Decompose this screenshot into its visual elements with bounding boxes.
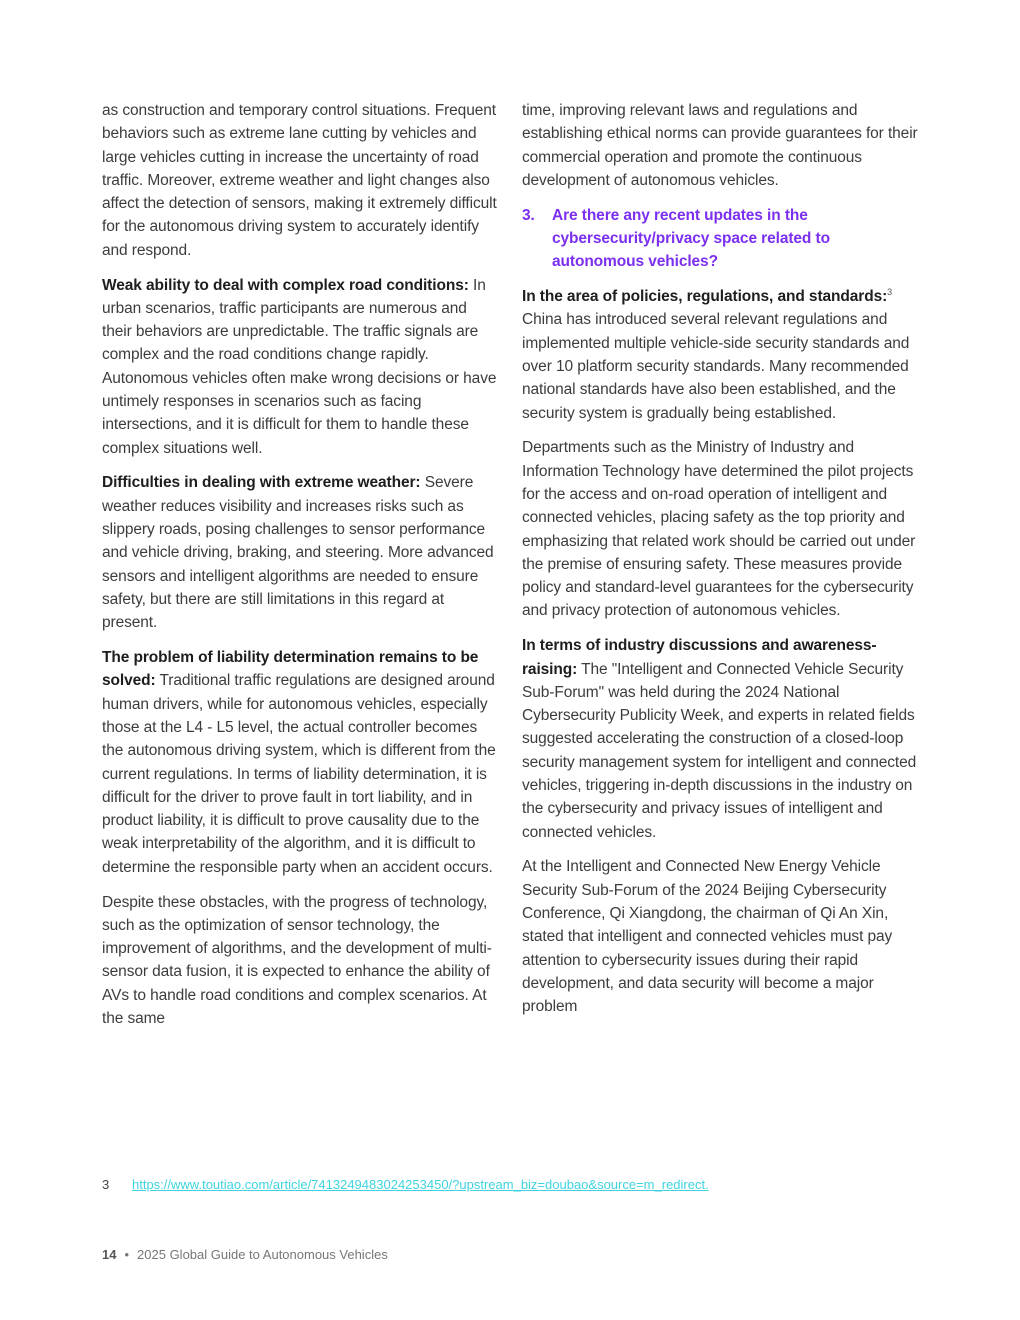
paragraph [102,274,500,460]
paragraph [522,99,920,192]
paragraph-text: as construction and temporary control situations. Frequent behaviors such as extreme lane cutting by vehicles and large vehicles cutting in increase the uncertainty of road traffic. Moreover, extreme weather and light changes also affect the detection of sensors, making it extremely difficult for the autonomous driving system to accurately identify and respond. [102,102,497,259]
paragraph-lead: Weak ability to deal with complex road conditions: [102,276,469,294]
paragraph-lead: The problem of liability determination remains to be solved: [102,649,479,690]
paragraph-text: Despite these obstacles, with the progress of technology, such as the optimization of sensor technology, the improvement of algorithms, and the development of multi-sensor data fusion, it is expected to enhance the ability of AVs to handle road conditions and complex scenarios. At the same [102,893,492,1027]
paragraph [522,855,920,1018]
section-heading [522,204,920,274]
paragraph-lead: In the area of policies, regulations, and standards: [522,288,888,306]
right-column [522,99,920,1030]
paragraph-text: Departments such as the Ministry of Industry and Information Technology have determined the pilot projects for the access and on-road operation of intelligent and connected vehicles, placing safety as the top priority and emphasizing that related work should be carried out under the premise of ensuring safety. These measures provide policy and standard-level guarantees for the cybersecurity and privacy protection of autonomous vehicles. [522,439,916,620]
paragraph [102,99,500,262]
paragraph [102,891,500,1031]
paragraph [102,646,500,879]
paragraph-text: Traditional traffic regulations are designed around human drivers, while for autonomous vehicles, especially those at the L4 - L5 level, the actual controller becomes the autonomous driving system, which is different from the current regulations. In terms of liability determination, it is difficult for the driver to prove fault in tort liability, and in product liability, it is difficult to prove causality due to the weak interpretability of the algorithm, and it is difficult to determine the responsible party when an accident occurs. [102,672,496,876]
paragraph [102,471,500,634]
paragraph-text: time, improving relevant laws and regulations and establishing ethical norms can provide guarantees for their commercial operation and promote the continuous development of autonomous vehicles. [522,102,918,189]
left-column [102,99,500,1042]
paragraph-lead: Difficulties in dealing with extreme weather: [102,474,421,492]
footnote-number: 3 [102,1177,110,1192]
page-number: 14 [102,1247,117,1262]
document-title: 2025 Global Guide to Autonomous Vehicles [137,1247,388,1262]
footer-separator: • [124,1247,130,1262]
paragraph-lead: In terms of industry discussions and awareness-raising: [522,637,877,678]
paragraph-text: The "Intelligent and Connected Vehicle Security Sub-Forum" was held during the 2024 National Cybersecurity Publicity Week, and experts in related fields suggested accelerating the construction of a closed-loop security management system for intelligent and connected vehicles, triggering in-depth discussions in the industry on the cybersecurity and privacy issues of intelligent and connected vehicles. [522,660,917,841]
paragraph [522,436,920,622]
footnote-reference[interactable]: 3 [887,287,893,298]
page-footer [102,1247,388,1263]
paragraph-text: Severe weather reduces visibility and increases risks such as slippery roads, posing challenges to sensor performance and vehicle driving, braking, and steering. More advanced sensors and intelligent algorithms are needed to ensure safety, but there are still limitations in this regard at present. [102,474,494,632]
paragraph [522,285,920,425]
paragraph-text: China has introduced several relevant regulations and implemented multiple vehicle-side security standards and over 10 platform security standards. Many recommended national standards have also been established, and the security system is gradually being established. [522,311,910,422]
paragraph-text: At the Intelligent and Connected New Energy Vehicle Security Sub-Forum of the 2024 Beijing Cybersecurity Conference, Qi Xiangdong, the chairman of Qi An Xin, stated that intelligent and connected vehicles must pay attention to cybersecurity issues during their rapid development, and data security will become a major problem [522,858,893,1016]
paragraph-text: In urban scenarios, traffic participants are numerous and their behaviors are unpredictable. The traffic signals are complex and the road conditions change rapidly. Autonomous vehicles often make wrong decisions or have untimely responses in scenarios such as facing intersections, and it is difficult for them to handle these complex situations well. [102,276,497,457]
section-title: Are there any recent updates in the cybersecurity/privacy space related to autonomous vehicles? [552,206,830,271]
footnote-link[interactable]: https://www.toutiao.com/article/7413249483024253450/?upstream_biz=doubao&source=m_redirect. [132,1177,709,1192]
section-number: 3. [522,206,535,224]
paragraph [522,634,920,844]
footnote [102,1177,709,1193]
